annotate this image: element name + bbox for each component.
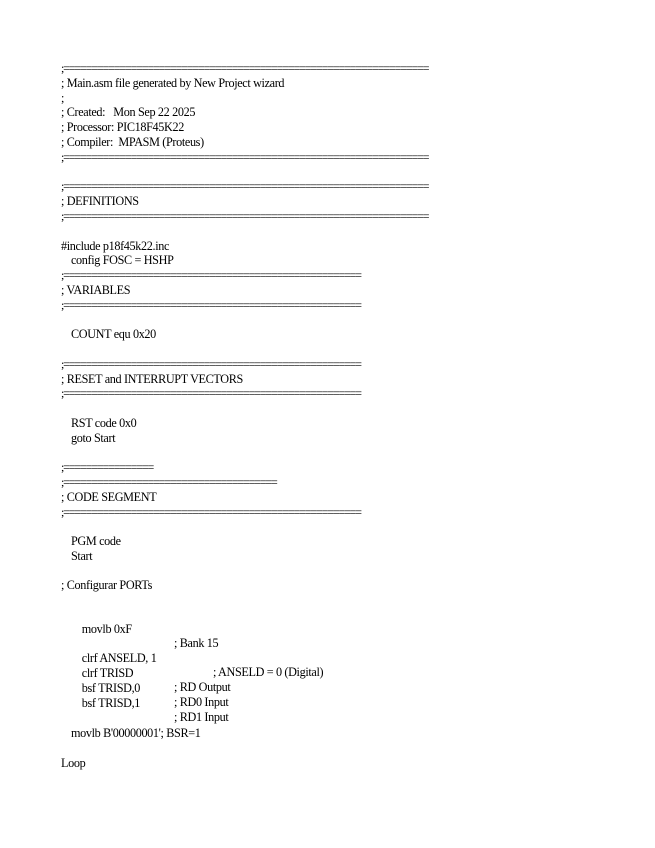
separator-rule: ;===================================================== (61, 386, 361, 400)
separator-rule: ;====================================== (61, 475, 277, 489)
variables-section-label: ; VARIABLES (61, 283, 131, 297)
inline-comment: ; RD Output (174, 680, 231, 694)
count-equ-line: COUNT equ 0x20 (71, 327, 156, 341)
config-directive: config FOSC = HSHP (71, 253, 174, 267)
loop-label-line: Loop (61, 756, 86, 770)
goto-start-line: goto Start (71, 431, 116, 445)
movlb-bsr1-line: movlb B'00000001'; BSR=1 (71, 726, 201, 740)
start-label-line: Start (71, 549, 93, 563)
definitions-section-label: ; DEFINITIONS (61, 194, 139, 208)
instruction: bsf TRISD,0 (81, 681, 141, 695)
vectors-section-label: ; RESET and INTERRUPT VECTORS (61, 372, 243, 386)
instruction: movlb 0xF (81, 622, 132, 636)
code-segment-section-label: ; CODE SEGMENT (61, 490, 157, 504)
configurar-ports-comment: ; Configurar PORTs (61, 578, 152, 592)
header-title-comment: ; Main.asm file generated by New Project wizard (61, 76, 285, 90)
pgm-code-line: PGM code (71, 534, 121, 548)
blank-comment: ; (61, 91, 65, 105)
rst-code-line: RST code 0x0 (71, 416, 137, 430)
instruction: clrf TRISD (81, 666, 134, 680)
separator-rule: ;================ (61, 460, 154, 474)
instruction: clrf ANSELD, 1 (81, 651, 157, 665)
processor-comment: ; Processor: PIC18F45K22 (61, 120, 184, 134)
separator-rule: ;===================================================== (61, 505, 361, 519)
separator-rule: ;================================================================= (61, 209, 429, 223)
separator-rule: ;================================================================= (61, 61, 429, 75)
inline-comment: ; RD0 Input (174, 695, 229, 709)
include-directive: #include p18f45k22.inc (61, 239, 170, 253)
inline-comment: ; Bank 15 (174, 636, 219, 650)
separator-rule: ;===================================================== (61, 298, 361, 312)
created-comment: ; Created: Mon Sep 22 2025 (61, 105, 196, 119)
inline-comment: ; ANSELD = 0 (Digital) (213, 665, 324, 679)
separator-rule: ;===================================================== (61, 268, 361, 282)
compiler-comment: ; Compiler: MPASM (Proteus) (61, 135, 204, 149)
instruction: bsf TRISD,1 (81, 696, 141, 710)
separator-rule: ;================================================================= (61, 179, 429, 193)
separator-rule: ;===================================================== (61, 357, 361, 371)
separator-rule: ;================================================================= (61, 150, 429, 164)
inline-comment: ; RD1 Input (174, 710, 229, 724)
